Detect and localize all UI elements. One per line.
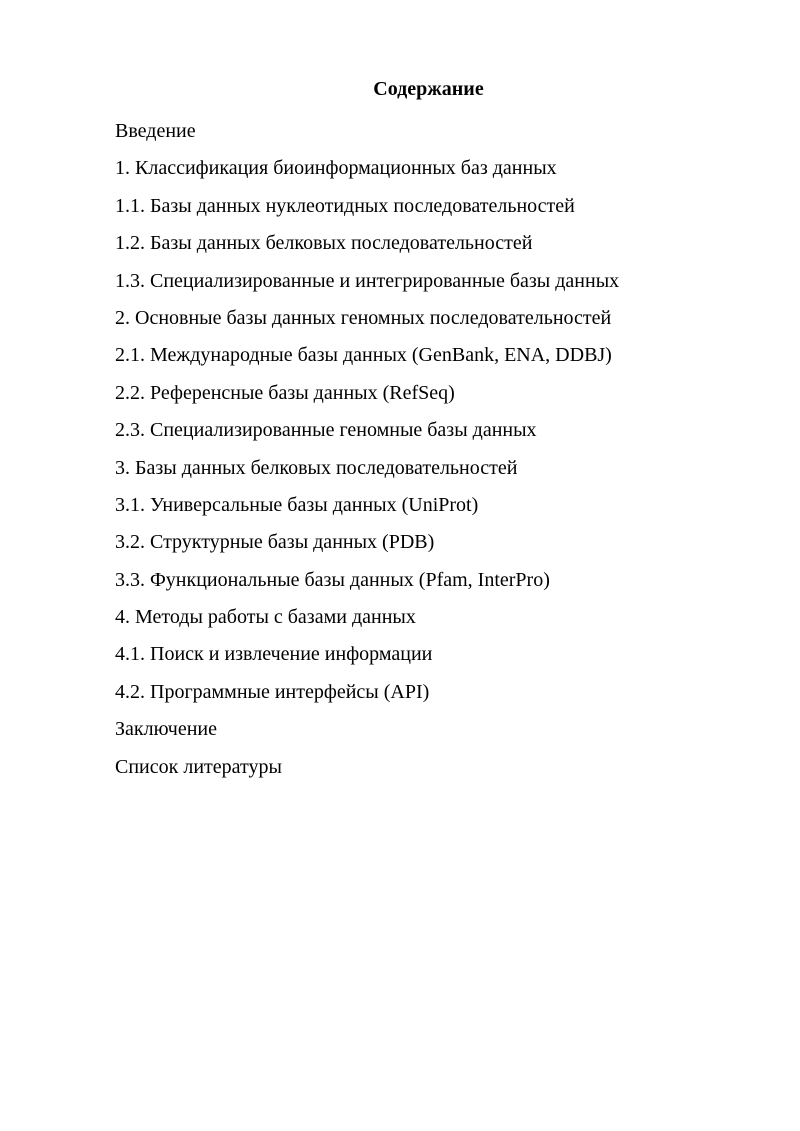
toc-entry-4: 4. Методы работы с базами данных	[115, 606, 416, 629]
toc-entry-3-2: 3.2. Структурные базы данных (PDB)	[115, 531, 435, 554]
table-of-contents	[115, 113, 619, 786]
toc-entry-2-2: 2.2. Референсные базы данных (RefSeq)	[115, 381, 455, 404]
toc-entry-1-3: 1.3. Специализированные и интегрированные базы данных	[115, 269, 620, 292]
toc-entry-3: 3. Базы данных белковых последовательностей	[115, 456, 518, 479]
toc-entry-introduction: Введение	[115, 120, 196, 142]
toc-entry-references: Список литературы	[115, 755, 282, 778]
toc-entry-2: 2. Основные базы данных геномных последовательностей	[115, 306, 612, 329]
toc-entry-2-1: 2.1. Международные базы данных (GenBank, ENA, DDBJ)	[115, 344, 612, 367]
toc-entry-3-3: 3.3. Функциональные базы данных (Pfam, InterPro)	[115, 568, 550, 591]
toc-entry-2-3: 2.3. Специализированные геномные базы данных	[115, 419, 537, 442]
toc-entry-4-1: 4.1. Поиск и извлечение информации	[115, 643, 433, 666]
toc-entry-3-1: 3.1. Универсальные базы данных (UniProt)	[115, 493, 479, 516]
toc-entry-4-2: 4.2. Программные интерфейсы (API)	[115, 680, 430, 703]
toc-entry-conclusion: Заключение	[115, 718, 217, 741]
page-title: Содержание	[373, 78, 484, 100]
toc-entry-1-1: 1.1. Базы данных нуклеотидных последовательностей	[115, 194, 575, 217]
toc-entry-1: 1. Классификация биоинформационных баз данных	[115, 157, 557, 180]
toc-entry-1-2: 1.2. Базы данных белковых последовательностей	[115, 232, 533, 255]
